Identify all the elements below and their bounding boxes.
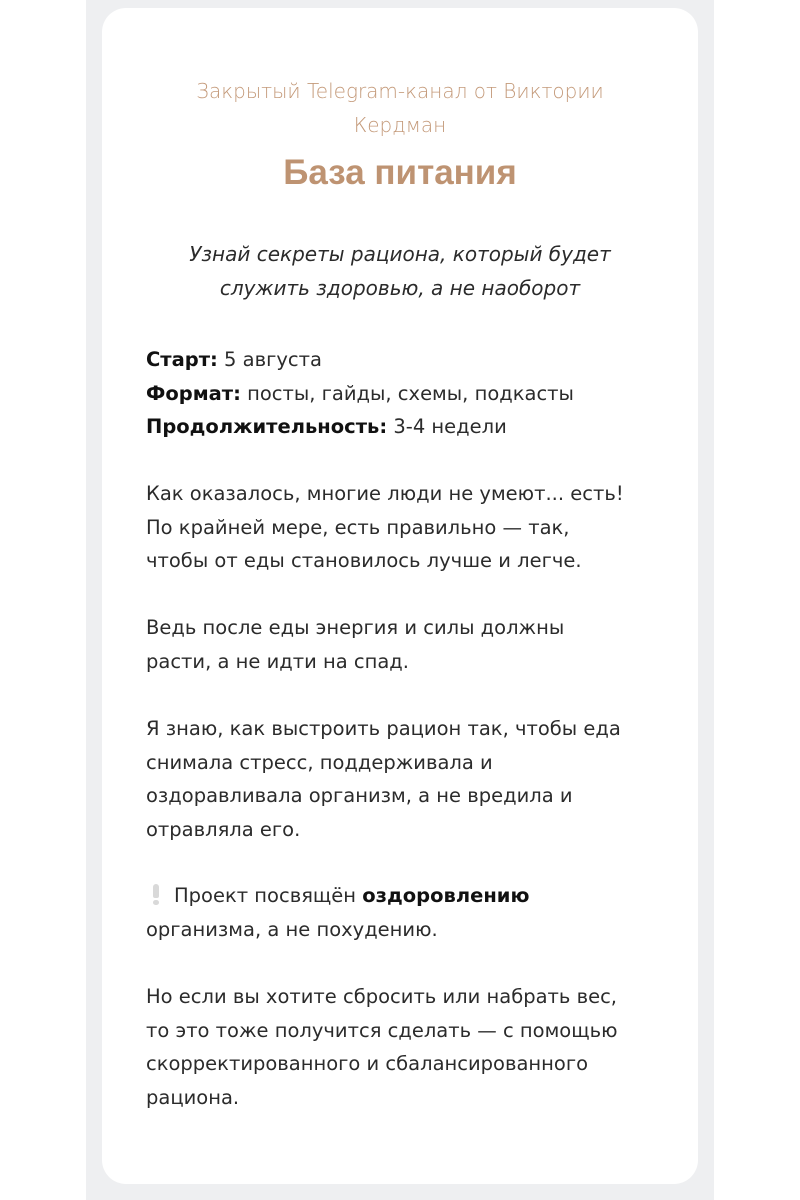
start-label: Старт:: [146, 348, 218, 371]
duration-row: [146, 410, 666, 444]
paragraph-line: Ведь после еды энергия и силы должны: [146, 616, 565, 639]
start-row: [146, 343, 666, 377]
tagline: [102, 237, 698, 305]
content-card: [102, 8, 698, 1184]
paragraph-line: чтобы от еды становилось лучше и легче.: [146, 549, 582, 572]
paragraph-line: то это тоже получится сделать — с помощью: [146, 1018, 618, 1042]
paragraph-line: отравляла его.: [146, 817, 301, 841]
course-info: [146, 343, 666, 444]
paragraph-line: оздоравливала организм, а не вредила и: [146, 784, 573, 807]
duration-label: Продолжительность:: [146, 415, 388, 438]
paragraph-line: расти, а не идти на спад.: [146, 649, 409, 673]
focus-line: [146, 879, 666, 913]
format-value: посты, гайды, схемы, подкасты: [240, 381, 574, 405]
channel-subtitle: [102, 74, 698, 142]
focus-bold: оздоровлению: [362, 884, 530, 907]
paragraph-weight: [146, 980, 666, 1114]
paragraph-line: Но если вы хотите сбросить или набрать вес,: [146, 985, 618, 1008]
paragraph-method: [146, 712, 666, 846]
paragraph-line: рациона.: [146, 1085, 240, 1109]
exclamation-icon: [152, 884, 160, 904]
tagline-line: Узнай секреты рациона, который будет: [189, 242, 611, 266]
focus-text: Проект посвящён: [174, 884, 363, 907]
format-label: Формат:: [146, 381, 241, 405]
paragraph-line: снимала стресс, поддерживала и: [146, 750, 493, 774]
paragraph-line: Я знаю, как выстроить рацион так, чтобы еда: [146, 717, 621, 740]
page-title: База питания: [283, 153, 517, 192]
format-row: [146, 377, 666, 411]
paragraph-line: Как оказалось, многие люди не умеют... есть!: [146, 482, 624, 505]
paragraph-intro: [146, 477, 666, 578]
subtitle-line: Кердман: [353, 113, 447, 137]
paragraph-energy: [146, 611, 666, 678]
duration-value: 3-4 недели: [387, 415, 507, 438]
tagline-line: служить здоровью, а не наоборот: [219, 276, 581, 300]
subtitle-line: Закрытый Telegram-канал от Виктории: [196, 79, 604, 103]
paragraph-focus: [146, 879, 666, 946]
paragraph-line: скорректированного и сбалансированного: [146, 1052, 589, 1075]
start-value: 5 августа: [217, 348, 322, 371]
paragraph-line: По крайней мере, есть правильно — так,: [146, 515, 570, 539]
paragraph-line: организма, а не похудению.: [146, 917, 438, 941]
